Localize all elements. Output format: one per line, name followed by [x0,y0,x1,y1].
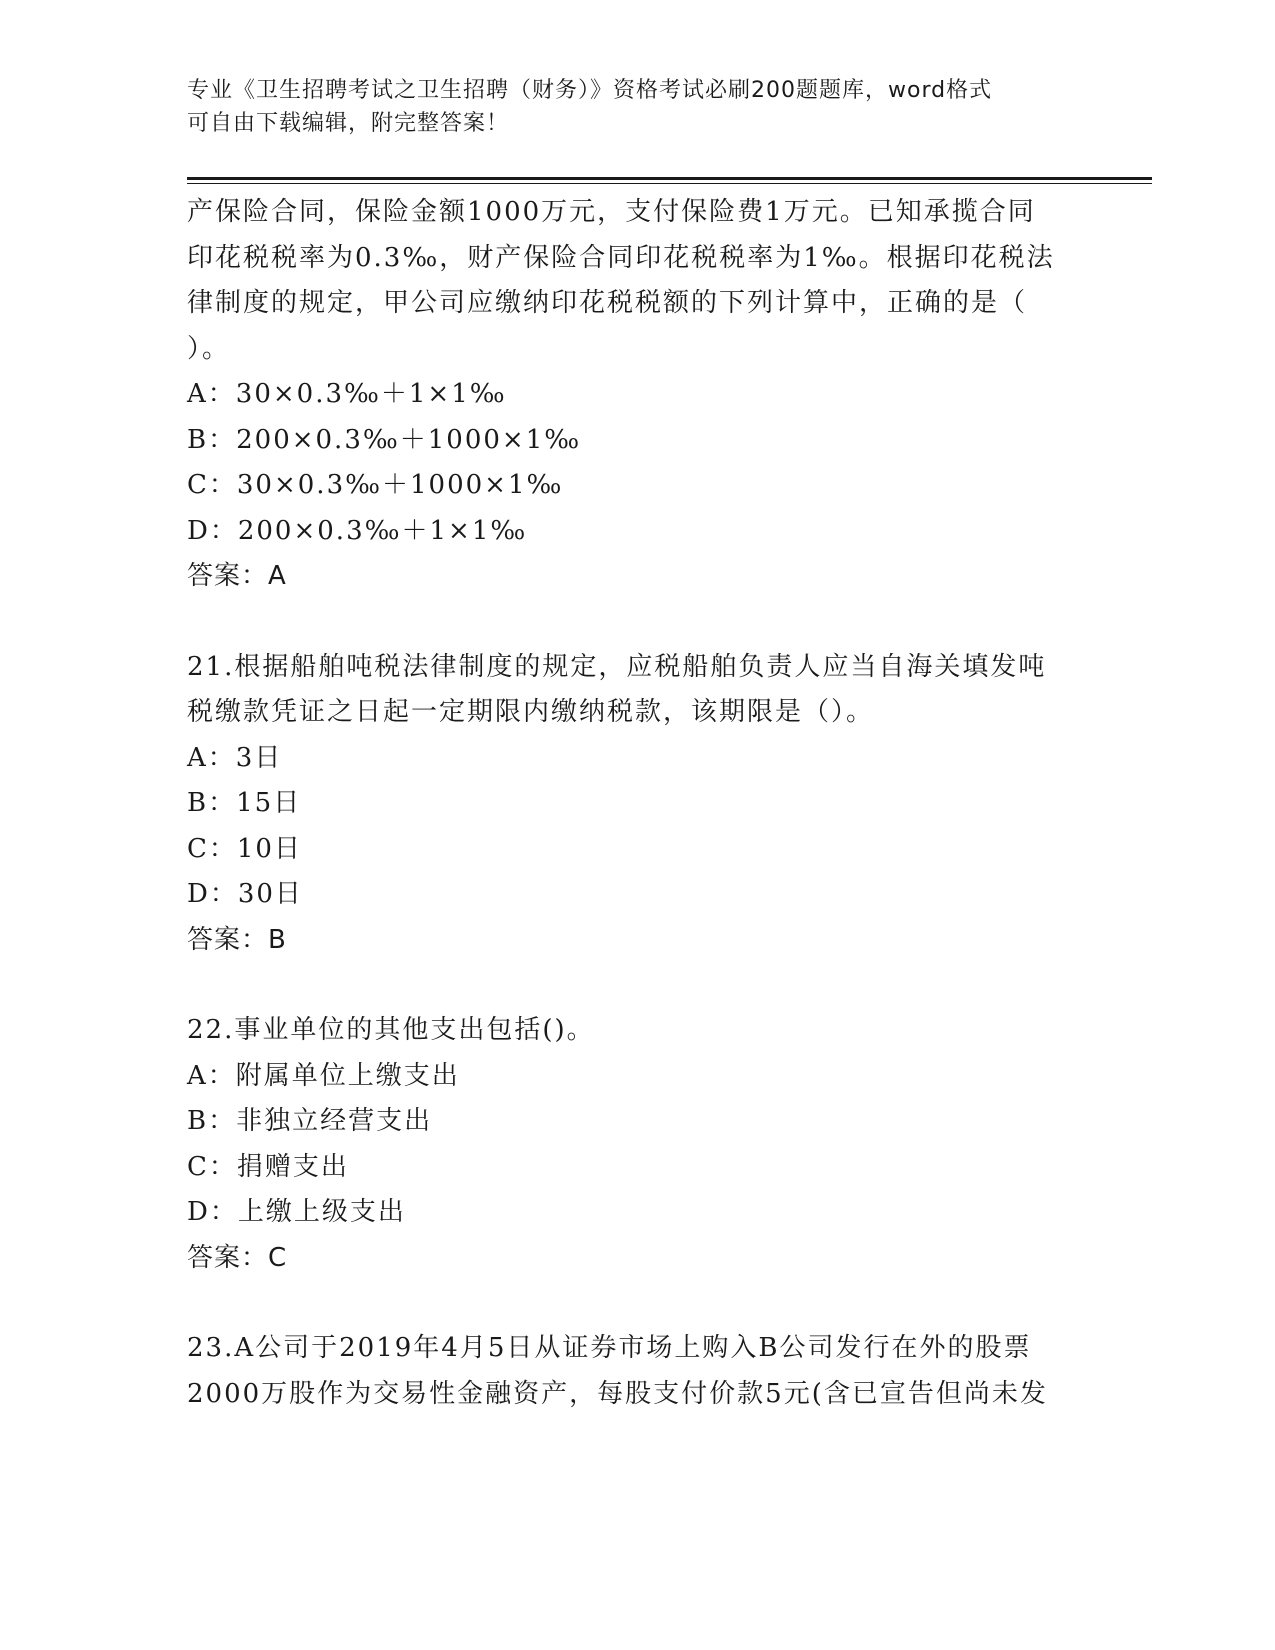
question-text-line: 22.事业单位的其他支出包括()。 [187,1015,595,1045]
spacer [187,1281,1087,1326]
answer: 答案：B [187,924,287,955]
question-21 [187,645,1087,964]
option-b: B：15日 [187,788,302,818]
option-b: B：200×0.3‰＋1000×1‰ [187,424,582,455]
document-header [187,74,1067,140]
option-d: D：上缴上级支出 [187,1197,406,1227]
option-c: C：30×0.3‰＋1000×1‰ [187,470,564,500]
option-d: D：30日 [187,879,303,909]
answer: 答案：A [187,561,287,591]
option-b: B：非独立经营支出 [187,1106,433,1136]
question-22 [187,1008,1087,1281]
question-text-line: 2000万股作为交易性金融资产，每股支付价款5元(含已宣告但尚未发 [187,1378,1048,1409]
question-20 [187,190,1087,600]
option-c: C：捐赠支出 [187,1151,349,1182]
option-a: A：附属单位上缴支出 [187,1060,460,1091]
question-text-line: 税缴款凭证之日起一定期限内缴纳税款，该期限是（）。 [187,697,875,727]
option-c: C：10日 [187,833,302,864]
question-text-line: 23.A公司于2019年4月5日从证券市场上购入B公司发行在外的股票 [187,1333,1032,1363]
option-a: A：30×0.3‰＋1×1‰ [187,379,507,409]
header-rule-thin [187,183,1152,184]
header-line-1: 专业《卫生招聘考试之卫生招聘（财务）》资格考试必刷200题题库，word格式 [187,78,993,103]
spacer [187,963,1087,1008]
option-a: A：3日 [187,742,283,773]
header-line-2: 可自由下载编辑，附完整答案！ [187,111,510,136]
question-text-line: 印花税税率为0.3‰，财产保险合同印花税税率为1‰。根据印花税法 [187,242,1055,273]
question-23 [187,1326,1087,1417]
question-text-line: ）。 [187,333,231,364]
header-rule-thick [187,177,1152,180]
question-text-line: 21.根据船舶吨税法律制度的规定，应税船舶负责人应当自海关填发吨 [187,651,1047,682]
spacer [187,600,1087,645]
document-body [187,190,1087,1417]
option-d: D：200×0.3‰＋1×1‰ [187,515,528,546]
question-text-line: 产保险合同，保险金额1000万元，支付保险费1万元。已知承揽合同 [187,197,1036,227]
answer: 答案：C [187,1242,288,1273]
question-text-line: 律制度的规定，甲公司应缴纳印花税税额的下列计算中，正确的是（ [187,288,1028,318]
